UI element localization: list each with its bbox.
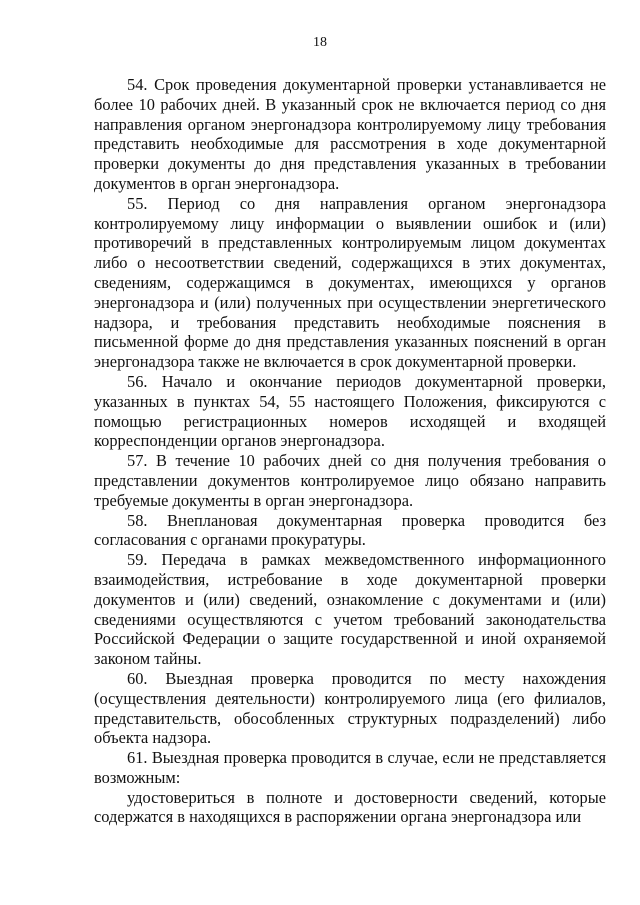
paragraph-56: 56. Начало и окончание периодов документарной проверки, указанных в пунктах 54, 55 настоящего Положения, фиксируются с помощью регистрационных номеров исходящей и входящей корреспонденции органов энергонадзора. [94, 371, 606, 451]
paragraph-54: 54. Срок проведения документарной проверки устанавливается не более 10 рабочих дней. В указанный срок не включается период со дня направления органом энергонадзора контролируемому лицу требования представить необходимые для рассмотрения в ходе документарной проверки документы до дня представления указанных в требовании документов в орган энергонадзора. [94, 75, 606, 193]
paragraph-61-item: удостовериться в полноте и достоверности сведений, которые содержатся в находящихся в распоряжении органа энергонадзора или [94, 787, 606, 827]
paragraph-59: 59. Передача в рамках межведомственного информационного взаимодействия, истребование в ходе документарной проверки документов и (или) сведений, ознакомление с документами и (или) сведениями осуществляются с учетом требований законодательства Российской Федерации о защите государственной и иной охраняемой законом тайны. [94, 550, 606, 669]
paragraph-61: 61. Выездная проверка проводится в случае, если не представляется возможным: [94, 748, 606, 787]
paragraph-60: 60. Выездная проверка проводится по месту нахождения (осуществления деятельности) контролируемого лица (его филиалов, представительств, обособленных структурных подразделений) либо объекта надзора. [94, 668, 606, 748]
paragraph-57: 57. В течение 10 рабочих дней со дня получения требования о представлении документов контролируемое лицо обязано направить требуемые документы в орган энергонадзора. [94, 451, 606, 510]
paragraph-55: 55. Период со дня направления органом энергонадзора контролируемому лицу информации о выявлении ошибок и (или) противоречий в представленных контролируемым лицом документах либо о несоответствии сведений, содержащихся в этих документах, сведениям, содержащимся в документах, имеющихся у органов энергонадзора и (или) полученных при осуществлении энергетического надзора, и требования представить необходимые пояснения в письменной форме до дня представления указанных пояснений в орган энергонадзора также не включается в срок документарной проверки. [94, 193, 606, 372]
page-number: 18 [313, 35, 327, 50]
paragraph-58: 58. Внеплановая документарная проверка проводится без согласования с органами прокуратуры. [94, 510, 606, 550]
document-body [94, 75, 606, 827]
